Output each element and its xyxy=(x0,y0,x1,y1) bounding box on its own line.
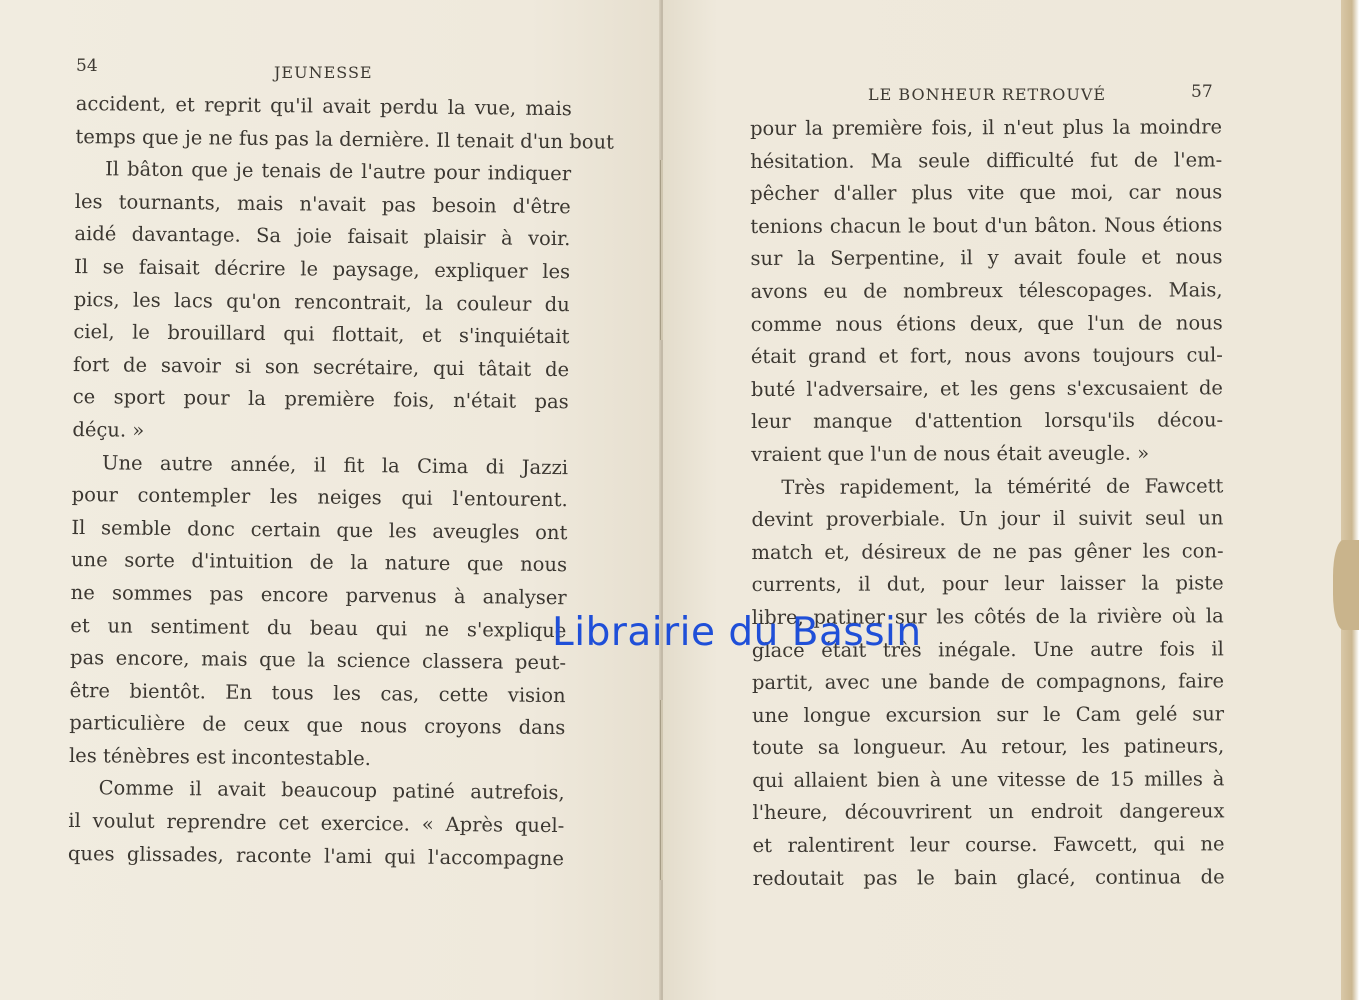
text-line: ne sommes pas encore parvenus à analyser xyxy=(70,580,567,610)
text-line: ce sport pour la première fois, n'était pas xyxy=(72,385,569,414)
text-line: buté l'adversaire, et les gens s'excusaient de xyxy=(750,376,1224,401)
text-line: leur manque d'attention lorsqu'ils décou- xyxy=(751,408,1224,434)
text-line: une sorte d'intuition de la nature que nous xyxy=(70,548,568,577)
text-line: sur la Serpentine, il y avait foule et nous xyxy=(750,245,1223,271)
text-line: accident, et reprit qu'il avait perdu la vue, mais xyxy=(75,91,572,121)
text-line: currents, il dut, pour leur laisser la piste xyxy=(751,571,1224,597)
text-line: Il se faisait décrire le paysage, expliquer les xyxy=(74,254,571,284)
text-line: particulière de ceux que nous croyons dans xyxy=(69,711,566,740)
text-line: devint proverbiale. Un jour il suivit seul un xyxy=(751,506,1224,532)
text-line: pêcher d'aller plus vite que moi, car nous xyxy=(750,180,1223,206)
text-line: tenions chacun le bout d'un bâton. Nous étions xyxy=(750,213,1223,238)
text-line: était grand et fort, nous avons toujours cul- xyxy=(750,343,1223,369)
text-line: Une autre année, il fit la Cima di Jazzi xyxy=(101,450,569,479)
text-line: pics, les lacs qu'on rencontrait, la couleur du xyxy=(73,287,570,316)
text-line: ques glissades, raconte l'ami qui l'accompagne xyxy=(67,841,565,870)
watermark: Librairie du Bassin xyxy=(552,610,922,655)
text-line: pour contempler les neiges qui l'entourent. xyxy=(71,483,568,512)
text-line: qui allaient bien à une vitesse de 15 milles à xyxy=(752,767,1225,792)
text-line: temps que je ne fus pas la dernière. Il tenait d'un bout xyxy=(75,124,615,154)
text-line: les ténèbres est incontestable. xyxy=(68,743,372,770)
text-line: hésitation. Ma seule difficulté fut de l'em- xyxy=(750,147,1223,173)
torn-page-notch xyxy=(1333,540,1359,630)
text-line: toute sa longueur. Au retour, les patineurs, xyxy=(752,734,1225,760)
text-line: redoutait pas le bain glacé, continua de xyxy=(752,865,1225,890)
text-line: l'heure, découvrirent un endroit dangereux xyxy=(752,799,1225,825)
text-line: une longue excursion sur le Cam gelé sur xyxy=(752,702,1225,727)
text-line: pas encore, mais que la science classera peut- xyxy=(69,646,567,675)
text-line: avons eu de nombreux télescopages. Mais, xyxy=(750,278,1223,303)
right-running-head: LE BONHEUR RETROUVÉ xyxy=(868,85,1107,104)
text-line: Il semble donc certain que les aveugles ont xyxy=(71,515,568,544)
left-page-text xyxy=(67,88,615,875)
right-page-number: 57 xyxy=(1191,82,1213,102)
text-line: ciel, le brouillard qui flottait, et s'inquiétait xyxy=(73,320,570,349)
text-line: vraient que l'un de nous était aveugle. » xyxy=(751,441,1150,466)
text-line: pour la première fois, il n'eut plus la moindre xyxy=(750,115,1223,140)
left-running-head: JEUNESSE xyxy=(274,63,373,82)
text-line: et un sentiment du beau qui ne s'explique xyxy=(70,613,567,642)
right-page-text xyxy=(750,111,1225,895)
text-line: match et, désireux de ne pas gêner les con- xyxy=(751,539,1224,564)
text-line: être bientôt. En tous les cas, cette vision xyxy=(69,678,566,707)
text-line: glace était très inégale. Une autre fois il xyxy=(751,636,1224,662)
text-line: Très rapidement, la témérité de Fawcett xyxy=(781,473,1224,499)
text-line: aidé davantage. Sa joie faisait plaisir à voir. xyxy=(74,222,571,251)
left-page xyxy=(0,0,662,1000)
text-line: il voulut reprendre cet exercice. « Après quel- xyxy=(68,809,565,838)
torn-page-edge xyxy=(1341,0,1359,1000)
text-line: fort de savoir si son secrétaire, qui tâtait de xyxy=(72,352,570,381)
text-line: comme nous étions deux, que l'un de nous xyxy=(750,310,1223,336)
text-line: déçu. » xyxy=(72,417,145,442)
text-line: les tournants, mais n'avait pas besoin d'être xyxy=(74,189,571,218)
left-page-number: 54 xyxy=(76,56,98,76)
text-line: partit, avec une bande de compagnons, faire xyxy=(751,669,1225,695)
text-line: et ralentirent leur course. Fawcett, qui ne xyxy=(752,832,1225,858)
text-line: Il bâton que je tenais de l'autre pour indiquer xyxy=(105,157,572,186)
text-line: libre, patiner sur les côtés de la rivière où la xyxy=(751,604,1224,629)
text-line: Comme il avait beaucoup patiné autrefois, xyxy=(98,776,565,805)
